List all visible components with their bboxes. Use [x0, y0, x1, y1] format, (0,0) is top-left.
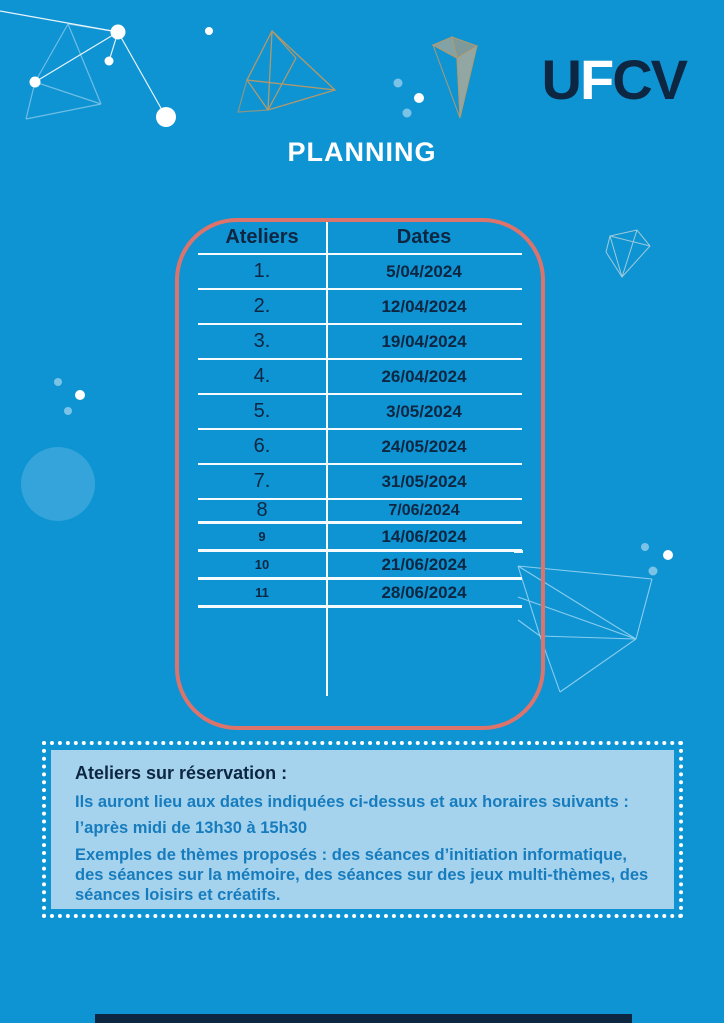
column-header-ateliers: Ateliers: [225, 226, 299, 248]
table-row: [198, 524, 522, 552]
row-number: 11: [255, 585, 269, 600]
row-number: 6.: [253, 435, 271, 457]
row-number: 5.: [253, 400, 271, 422]
row-date: 26/04/2024: [381, 366, 467, 386]
logo-letter: U: [541, 48, 580, 111]
logo-letter: F: [579, 48, 613, 111]
row-number: 4.: [253, 365, 271, 387]
table-row: [198, 465, 522, 500]
circle-left-mid: [21, 378, 95, 521]
info-paragraph-themes: Exemples de thèmes proposés : des séances d’initiation informatique, des séances sur la mémoire, des séances sur des jeux multi-thèmes, des séances loisirs et créatifs.: [75, 846, 649, 905]
reservation-info-box: [42, 741, 683, 918]
gold-wireframe-polyhedron: [238, 31, 335, 112]
row-number: 10: [254, 557, 270, 572]
info-line-schedule: Ils auront lieu aux dates indiquées ci-dessus et aux horaires suivants :: [75, 793, 629, 811]
row-date: 3/05/2024: [386, 401, 462, 421]
row-date: 14/06/2024: [381, 526, 467, 546]
table-row: [198, 360, 522, 395]
row-date: 28/06/2024: [381, 582, 467, 602]
row-date: 7/06/2024: [388, 501, 460, 519]
info-line-hours: l’après midi de 13h30 à 15h30: [75, 819, 308, 837]
row-number: 1.: [253, 260, 271, 282]
reservation-info-inner: [51, 750, 674, 909]
constellation-graphic: [0, 11, 213, 127]
table-row: [198, 325, 522, 360]
gray-faceted-shape: [433, 37, 477, 118]
wireframe-right-mid: [606, 230, 650, 277]
row-number: 7.: [253, 470, 271, 492]
row-date: 12/04/2024: [381, 296, 467, 316]
column-header-dates: Dates: [396, 226, 452, 248]
row-number: 2.: [253, 295, 271, 317]
row-date: 21/06/2024: [381, 554, 467, 574]
planning-table: [175, 218, 545, 730]
logo-letter: V: [650, 48, 686, 111]
row-date: 19/04/2024: [381, 331, 467, 351]
table-row: [198, 255, 522, 290]
table-row: [198, 552, 522, 580]
row-date: 5/04/2024: [386, 261, 462, 281]
page-title: PLANNING: [287, 137, 437, 167]
table-row: [198, 290, 522, 325]
logo-letter: C: [612, 48, 651, 111]
footer-bar: [95, 1014, 632, 1023]
table-row: [198, 500, 522, 524]
table-header-row: [198, 222, 522, 255]
dot-cluster-top: [394, 79, 425, 118]
row-date: 31/05/2024: [381, 471, 467, 491]
info-title: Ateliers sur réservation :: [75, 763, 288, 783]
table-row: [198, 395, 522, 430]
row-number: 9: [258, 529, 266, 544]
row-number: 8: [256, 499, 268, 521]
table-row: [198, 580, 522, 608]
ufcv-logo: [541, 48, 686, 111]
row-number: 3.: [253, 330, 271, 352]
table-row: [198, 430, 522, 465]
row-date: 24/05/2024: [381, 436, 467, 456]
table-column-divider: [326, 222, 328, 696]
